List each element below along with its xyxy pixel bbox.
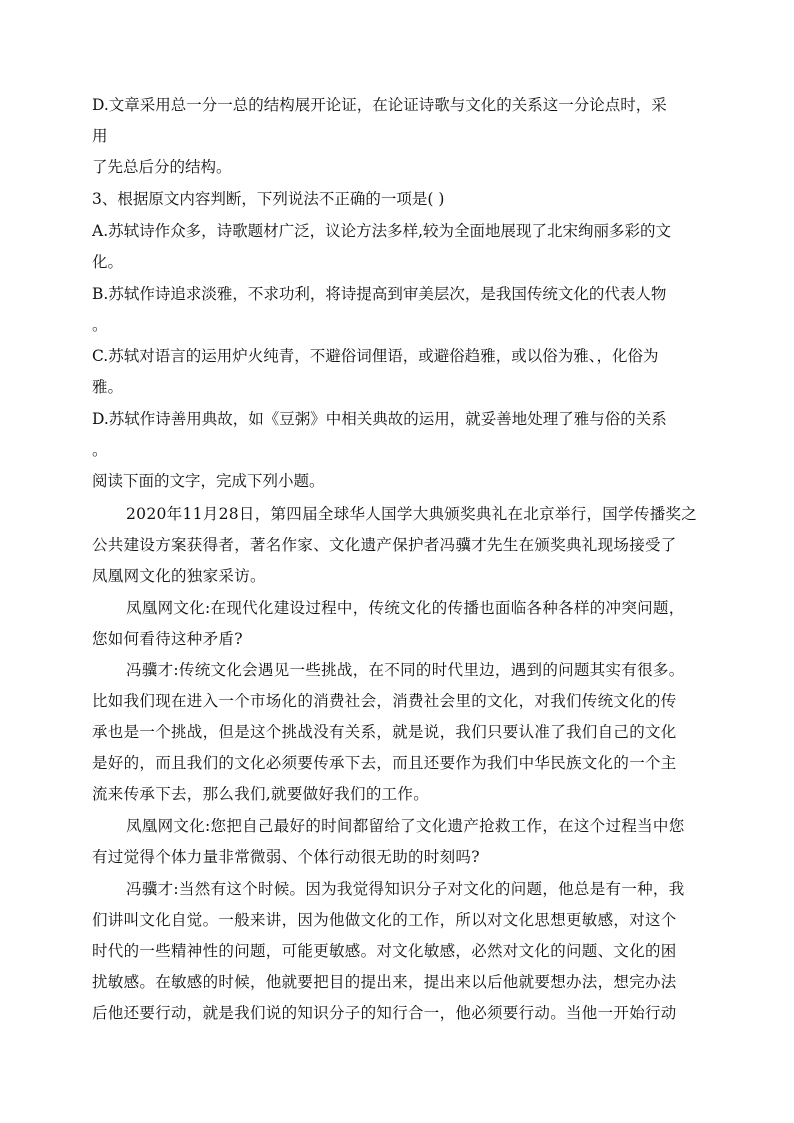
passage-line: 承也是一个挑战，但是这个挑战没有关系，就是说，我们只要认准了我们自己的文化 <box>92 723 677 741</box>
passage-line: 后他还要行动，就是我们说的知识分子的知行合一，他必须要行动。当他一开始行动 <box>92 1004 677 1022</box>
question-3-option-d-line1: D.苏轼作诗善用典故，如《豆粥》中相关典故的运用，就妥善地处理了雅与俗的关系 <box>92 410 667 428</box>
passage-line: 凤凰网文化:您把自己最好的时间都留给了文化遗产抢救工作，在这个过程当中您 <box>126 817 685 835</box>
passage-line: 冯骥才:当然有这个时候。因为我觉得知识分子对文化的问题，他总是有一种，我 <box>126 880 685 898</box>
reading-intro: 阅读下面的文字，完成下列小题。 <box>92 472 325 490</box>
question-3-option-b-line1: B.苏轼作诗追求淡雅，不求功利，将诗提高到审美层次，是我国传统文化的代表人物 <box>92 285 667 303</box>
question-3-option-a-line2: 化。 <box>92 253 124 271</box>
question-3-option-b-line2: 。 <box>92 316 108 334</box>
passage-line: 们讲叫文化自觉。一般来讲，因为他做文化的工作，所以对文化思想更敏感，对这个 <box>92 911 677 929</box>
option-d-prev-line1: D.文章采用总一分一总的结构展开论证，在论证诗歌与文化的关系这一分论点时，采 <box>92 96 667 114</box>
option-d-prev-line3: 了先总后分的结构。 <box>92 158 232 176</box>
passage-line: 扰敏感。在敏感的时候，他就要把目的提出来，提出来以后他就要想办法，想完办法 <box>92 973 677 991</box>
passage-line: 您如何看待这种矛盾? <box>92 630 243 648</box>
question-3-option-a-line1: A.苏轼诗作众多，诗歌题材广泛，议论方法多样,较为全面地展现了北宋绚丽多彩的文 <box>92 222 672 240</box>
question-3-option-c-line1: C.苏轼对语言的运用炉火纯青，不避俗词俚语，或避俗趋雅，或以俗为雅、，化俗为 <box>92 347 659 365</box>
passage-line: 凤凰网文化的独家采访。 <box>92 567 266 585</box>
passage-line: 冯骥才:传统文化会遇见一些挑战，在不同的时代里边，遇到的问题其实有很多。 <box>126 661 685 679</box>
question-3-option-c-line2: 雅。 <box>92 378 124 396</box>
passage-line: 有过觉得个体力量非常微弱、个体行动很无助的时刻吗? <box>92 848 480 866</box>
passage-line: 公共建设方案获得者，著名作家、文化遗产保护者冯骥才先生在颁奖典礼现场接受了 <box>92 536 677 554</box>
option-d-prev-line2: 用 <box>92 127 108 145</box>
passage-line: 凤凰网文化:在现代化建设过程中，传统文化的传播也面临各种各样的冲突问题， <box>126 599 685 617</box>
passage-line: 流来传承下去，那么我们,就要做好我们的工作。 <box>92 785 430 803</box>
question-3-stem: 3、根据原文内容判断，下列说法不正确的一项是( ) <box>92 190 445 208</box>
passage-line: 时代的一些精神性的问题，可能更敏感。对文化敏感，必然对文化的问题、文化的困 <box>92 942 677 960</box>
passage-line: 比如我们现在进入一个市场化的消费社会，消费社会里的文化，对我们传统文化的传 <box>92 692 677 710</box>
passage-line: 2020年11月28日，第四届全球华人国学大典颁奖典礼在北京举行，国学传播奖之 <box>126 505 698 523</box>
passage-line: 是好的，而且我们的文化必须要传承下去，而且还要作为我们中华民族文化的一个主 <box>92 754 677 772</box>
question-3-option-d-line2: 。 <box>92 441 108 459</box>
